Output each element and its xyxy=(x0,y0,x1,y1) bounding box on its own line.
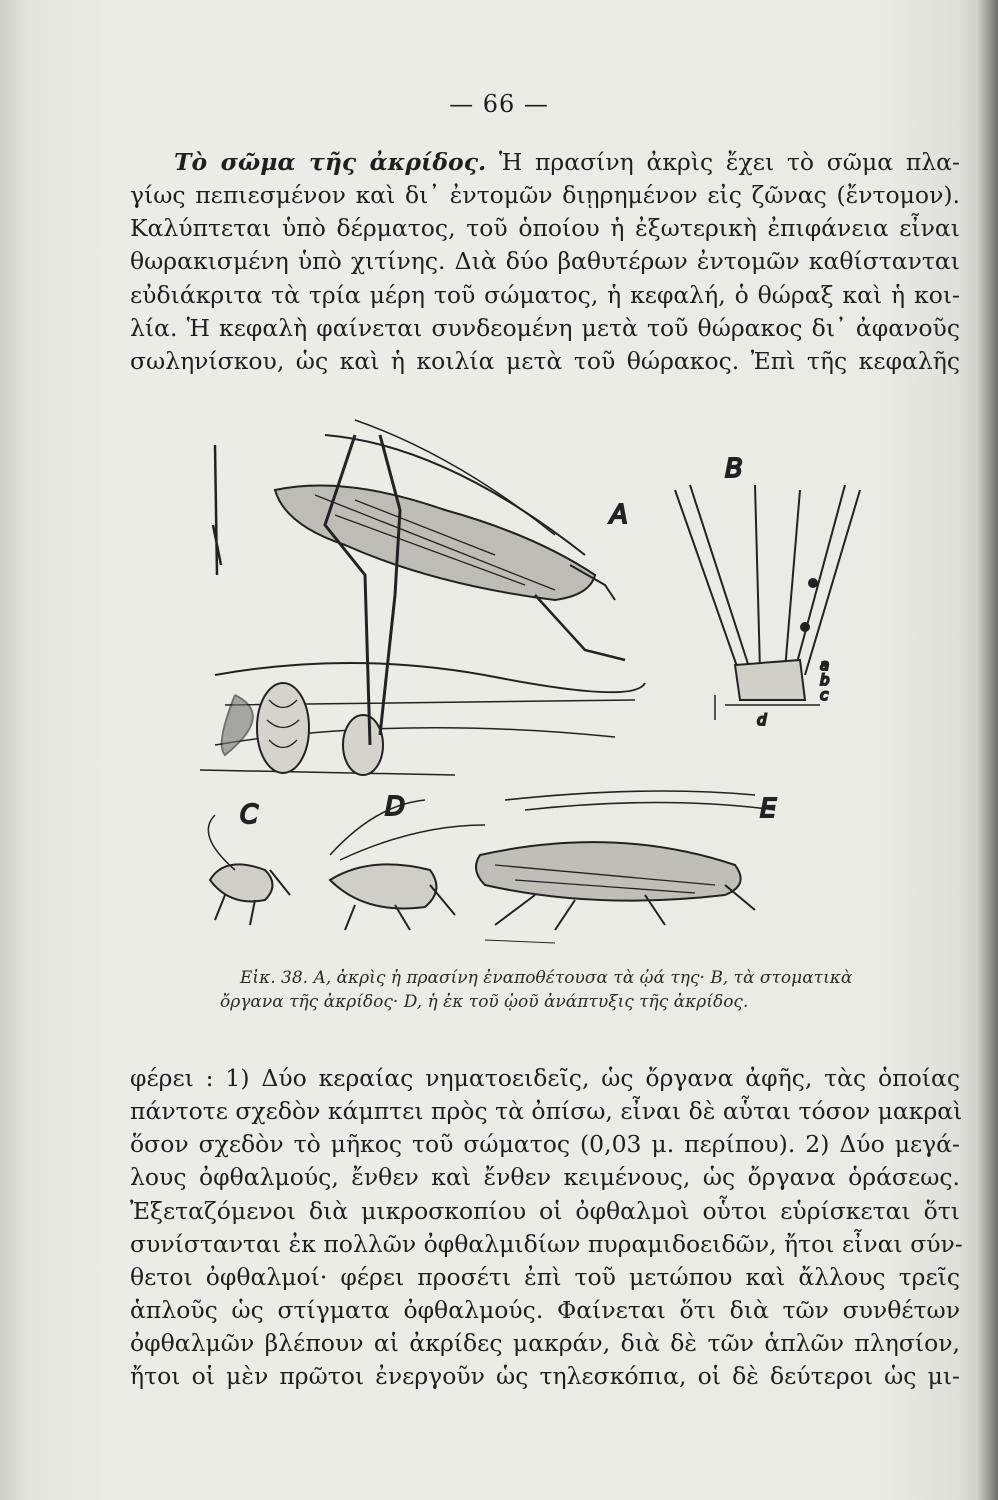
figure-label-small-b: b xyxy=(820,671,830,689)
grasshopper-a-leg-hind xyxy=(325,435,370,745)
nymph-stage-c xyxy=(208,815,290,925)
section-heading: Τὸ σῶμα τῆς ἀκρίδος. xyxy=(174,148,487,176)
figure-label-a: A xyxy=(610,500,628,530)
figure-label-b: B xyxy=(725,454,743,484)
intro-paragraph xyxy=(130,147,960,375)
intro-line-3: Καλύπτεται ὑπὸ δέρματος, τοῦ ὁποίου ἡ ἐξωτερικὴ ἐπιφάνεια εἶναι xyxy=(130,214,960,242)
body-line-2: πάντοτε σχεδὸν κάμπτει πρὸς τὰ ὀπίσω, εἶναι δὲ αὗται τόσον μακραὶ xyxy=(130,1097,963,1125)
mouthparts-sketch xyxy=(675,485,860,720)
figure-label-d: D xyxy=(385,792,406,822)
intro-line-1 xyxy=(174,147,960,177)
body-line-9: ὀφθαλμῶν βλέπουν αἱ ἀκρίδες μακράν, διὰ δὲ τῶν ἁπλῶν πλησίον, xyxy=(130,1329,960,1357)
nymph-stage-d xyxy=(330,800,485,930)
figure-label-e: E xyxy=(760,794,777,824)
egg-pod-right xyxy=(343,715,383,775)
body-paragraph xyxy=(130,1063,963,1403)
body-line-8: ἁπλοῦς ὡς στίγματα ὀφθαλμούς. Φαίνεται ὅτι διὰ τῶν συνθέτων xyxy=(130,1296,960,1324)
ovipositor-sketch xyxy=(213,445,221,575)
body-line-1: φέρει : 1) Δύο κεραίας νηματοειδεῖς, ὡς ὄργανα ἀφῆς, τὰς ὁποίας xyxy=(130,1064,960,1092)
figure-label-small-c: c xyxy=(820,686,829,704)
figure-caption xyxy=(200,966,930,1014)
intro-line-2: γίως πεπιεσμένον καὶ δι᾽ ἐντομῶν διῃρημένον εἰς ζῶνας (ἔντομον). xyxy=(130,181,960,209)
body-line-4: λους ὀφθαλμούς, ἔνθεν καὶ ἔνθεν κειμένους, ὡς ὄργανα ὁράσεως. xyxy=(130,1163,960,1191)
figure-label-c: C xyxy=(240,800,259,830)
figure-label-small-a: a xyxy=(820,656,830,674)
grasshopper-figure xyxy=(195,415,940,970)
intro-line-1-text: Ἡ πρασίνη ἀκρὶς ἔχει τὸ σῶμα πλα- xyxy=(498,148,960,176)
page-number: — 66 — xyxy=(449,90,549,118)
body-line-3: ὅσον σχεδὸν τὸ μῆκος τοῦ σώματος (0,03 μ. περίπου). 2) Δύο μεγά- xyxy=(130,1130,960,1158)
adult-stage-e xyxy=(476,791,775,943)
body-line-7: θετοι ὀφθαλμοί· φέρει προσέτι ἐπὶ τοῦ μετώπου καὶ ἄλλους τρεῖς xyxy=(130,1263,960,1291)
caption-line-1: Εἰκ. 38. Α, ἀκρὶς ἡ πρασίνη ἐναποθέτουσα τὰ ᾠά της· Β, τὰ στοματικὰ xyxy=(240,968,853,988)
caption-line-2: ὄργανα τῆς ἀκρίδος· D, ἡ ἐκ τοῦ ᾠοῦ ἀνάπτυξις τῆς ἀκρίδος. xyxy=(220,992,749,1012)
page-binding-shadow xyxy=(976,0,998,1500)
intro-line-6: λία. Ἡ κεφαλὴ φαίνεται συνδεομένη μετὰ τοῦ θώρακος δι᾽ ἀφανοῦς xyxy=(130,314,960,342)
intro-line-4: θωρακισμένη ὑπὸ χιτίνης. Διὰ δύο βαθυτέρων ἐντομῶν καθίστανται xyxy=(130,247,960,275)
figure-illustration xyxy=(195,415,940,970)
body-line-5: Ἐξεταζόμενοι διὰ μικροσκοπίου οἱ ὀφθαλμοὶ οὗτοι εὑρίσκεται ὅτι xyxy=(130,1197,960,1225)
body-line-10: ἤτοι οἱ μὲν πρῶτοι ἐνεργοῦν ὡς τηλεσκόπια, οἱ δὲ δεύτεροι ὡς μι- xyxy=(130,1362,960,1390)
figure-label-small-d: d xyxy=(757,711,767,729)
intro-line-7: σωληνίσκου, ὡς καὶ ἡ κοιλία μετὰ τοῦ θώρακος. Ἐπὶ τῆς κεφαλῆς xyxy=(130,347,960,375)
intro-line-5: εὐδιάκριτα τὰ τρία μέρη τοῦ σώματος, ἡ κεφαλή, ὁ θώραξ καὶ ἡ κοι- xyxy=(130,281,960,309)
body-line-6: συνίστανται ἐκ πολλῶν ὀφθαλμιδίων πυραμιδοειδῶν, ἤτοι εἶναι σύν- xyxy=(130,1230,963,1258)
